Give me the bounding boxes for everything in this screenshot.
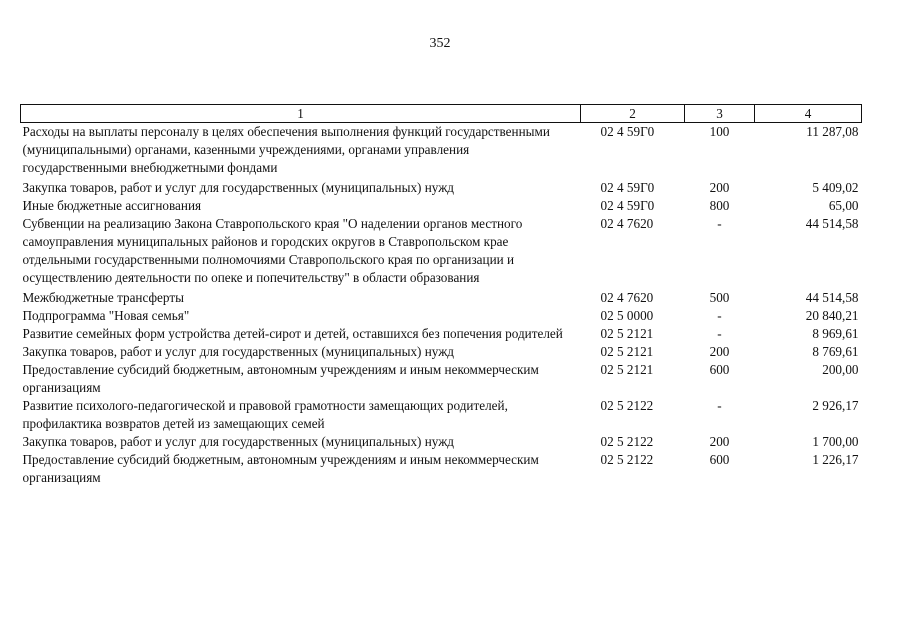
table-row	[21, 289, 862, 307]
row-name: Закупка товаров, работ и услуг для государственных (муниципальных) нужд	[22, 434, 455, 449]
row-type: 200	[709, 180, 730, 195]
row-type: 100	[709, 124, 730, 139]
row-amount: 11 287,08	[806, 124, 859, 139]
row-amount: 1 700,00	[812, 434, 859, 449]
table-row	[21, 215, 862, 289]
row-type: 500	[709, 290, 730, 305]
row-amount: 8 969,61	[812, 326, 859, 341]
row-amount: 1 226,17	[812, 452, 859, 467]
row-type: 200	[709, 434, 730, 449]
row-name: Субвенции на реализацию Закона Ставропольского края "О наделении органов местного самоуправления муниципальных районов и городских округов в Ставропольском крае отдельными государственными полномочиями Ставропольского края по организации и осуществлению деятельности по опеке и попечительству" в области образования	[22, 216, 523, 285]
table-row	[21, 197, 862, 215]
table-row	[21, 307, 862, 325]
row-type: -	[717, 308, 722, 323]
row-amount: 2 926,17	[812, 398, 859, 413]
row-amount: 200,00	[822, 362, 859, 377]
table-row	[21, 361, 862, 397]
row-type: 200	[709, 344, 730, 359]
row-code: 02 5 2121	[600, 344, 654, 359]
row-code: 02 4 59Г0	[600, 180, 655, 195]
row-amount: 5 409,02	[812, 180, 859, 195]
row-name: Закупка товаров, работ и услуг для государственных (муниципальных) нужд	[22, 344, 455, 359]
row-code: 02 5 0000	[600, 308, 654, 323]
row-code: 02 5 2122	[600, 434, 654, 449]
table-header	[21, 105, 862, 123]
row-code: 02 5 2121	[600, 326, 654, 341]
table-row	[21, 397, 862, 433]
row-name: Развитие психолого-педагогической и правовой грамотности замещающих родителей, профилактика возвратов детей из замещающих семей	[22, 398, 508, 431]
row-code: 02 4 7620	[600, 290, 654, 305]
row-code: 02 4 59Г0	[600, 198, 655, 213]
row-name: Межбюджетные трансферты	[22, 290, 184, 305]
header-row	[21, 105, 862, 123]
row-amount: 8 769,61	[812, 344, 859, 359]
row-name: Развитие семейных форм устройства детей-сирот и детей, оставшихся без попечения родителей	[22, 326, 563, 341]
row-name: Закупка товаров, работ и услуг для государственных (муниципальных) нужд	[22, 180, 455, 195]
row-type: 800	[709, 198, 730, 213]
row-amount: 20 840,21	[805, 308, 859, 323]
row-code: 02 4 7620	[600, 216, 654, 231]
row-amount: 44 514,58	[805, 216, 859, 231]
table-body	[21, 123, 862, 488]
row-name: Предоставление субсидий бюджетным, автономным учреждениям и иным некоммерческим организациям	[22, 362, 539, 395]
table-row	[21, 343, 862, 361]
budget-table	[20, 104, 862, 487]
row-name: Расходы на выплаты персоналу в целях обеспечения выполнения функций государственными (муниципальными) органами, казенными учреждениями, органами управления государственными внебюджетными фондами	[22, 124, 550, 175]
row-code: 02 5 2122	[600, 452, 654, 467]
row-name: Предоставление субсидий бюджетным, автономным учреждениям и иным некоммерческим организациям	[22, 452, 539, 485]
page-number: 352	[429, 36, 451, 51]
header-col-1: 1	[21, 105, 581, 123]
header-col-4: 4	[755, 105, 862, 123]
row-type: -	[717, 398, 722, 413]
header-col-2: 2	[581, 105, 685, 123]
row-type: 600	[709, 452, 730, 467]
row-amount: 44 514,58	[805, 290, 859, 305]
row-code: 02 4 59Г0	[600, 124, 655, 139]
row-name: Иные бюджетные ассигнования	[22, 198, 202, 213]
row-code: 02 5 2122	[600, 398, 654, 413]
row-type: -	[717, 326, 722, 341]
row-name: Подпрограмма "Новая семья"	[22, 308, 190, 323]
table-row	[21, 325, 862, 343]
table-row	[21, 451, 862, 487]
table-row	[21, 433, 862, 451]
row-type: 600	[709, 362, 730, 377]
row-code: 02 5 2121	[600, 362, 654, 377]
table-row	[21, 123, 862, 180]
table-row	[21, 179, 862, 197]
row-amount: 65,00	[828, 198, 859, 213]
header-col-3: 3	[685, 105, 755, 123]
row-type: -	[717, 216, 722, 231]
